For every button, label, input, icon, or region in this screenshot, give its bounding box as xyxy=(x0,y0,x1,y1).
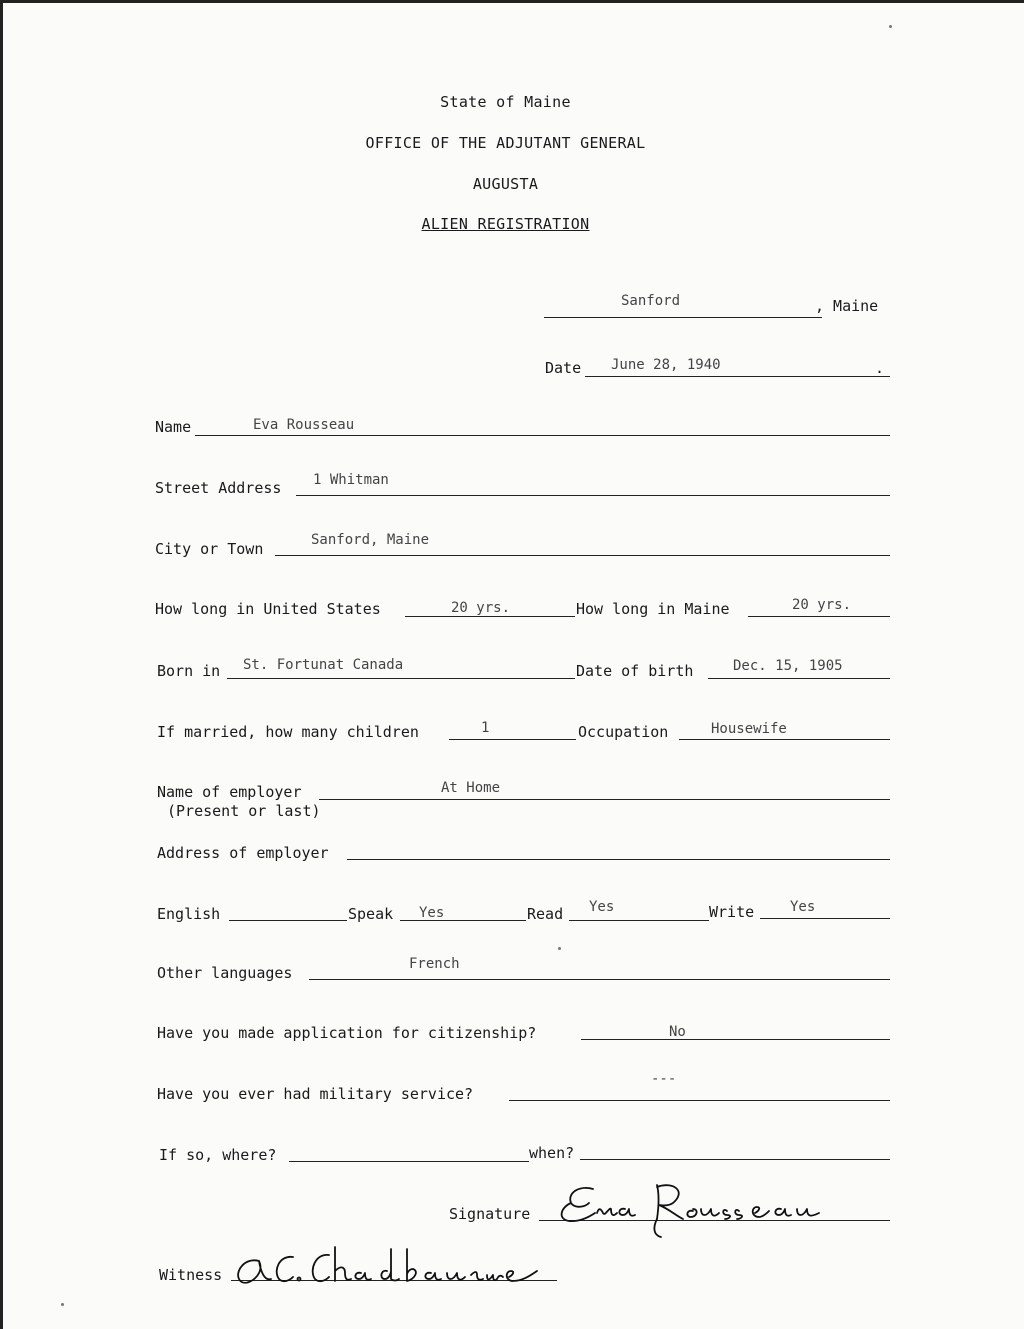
english-line xyxy=(229,920,347,921)
other-languages-label: Other languages xyxy=(157,964,293,982)
place-line xyxy=(544,317,822,318)
office-heading: OFFICE OF THE ADJUTANT GENERAL xyxy=(365,134,646,152)
other-languages-value: French xyxy=(409,956,460,972)
english-label: English xyxy=(157,905,221,923)
write-label: Write xyxy=(709,903,755,921)
employer-address-line xyxy=(347,859,890,860)
children-value: 1 xyxy=(481,720,490,736)
employer-sub-label: (Present or last) xyxy=(167,802,321,820)
in-maine-line xyxy=(748,616,890,617)
born-line xyxy=(227,678,575,679)
where-line xyxy=(289,1161,529,1162)
signature-label: Signature xyxy=(449,1205,531,1223)
place-suffix: , Maine xyxy=(815,297,879,315)
occupation-value: Housewife xyxy=(711,721,787,737)
write-value: Yes xyxy=(790,899,816,915)
name-label: Name xyxy=(155,418,192,436)
citizenship-value: No xyxy=(669,1024,686,1040)
military-value: --- xyxy=(651,1071,677,1087)
date-line xyxy=(585,376,890,377)
write-line xyxy=(760,918,890,919)
witness-handwriting xyxy=(231,1241,571,1301)
employer-address-label: Address of employer xyxy=(157,844,329,862)
employer-line xyxy=(319,799,890,800)
form-title: ALIEN REGISTRATION xyxy=(421,215,590,233)
born-label: Born in xyxy=(157,662,221,680)
speak-value: Yes xyxy=(419,905,445,921)
read-value: Yes xyxy=(589,899,615,915)
children-label: If married, how many children xyxy=(157,723,419,741)
state-heading: State of Maine xyxy=(440,93,571,111)
employer-value: At Home xyxy=(441,780,501,796)
occupation-line xyxy=(679,739,890,740)
citizenship-line xyxy=(581,1039,890,1040)
children-line xyxy=(449,739,576,740)
military-label: Have you ever had military service? xyxy=(157,1085,474,1103)
city-value: Sanford, Maine xyxy=(311,532,430,548)
street-value: 1 Whitman xyxy=(313,472,389,488)
place-value: Sanford xyxy=(621,293,681,309)
in-us-value: 20 yrs. xyxy=(451,600,511,616)
name-value: Eva Rousseau xyxy=(253,417,355,433)
street-line xyxy=(296,495,890,496)
city-line xyxy=(275,555,890,556)
date-label: Date xyxy=(545,359,582,377)
when-line xyxy=(580,1159,890,1160)
in-maine-value: 20 yrs. xyxy=(792,597,852,613)
city-label: City or Town xyxy=(155,540,264,558)
signature-handwriting xyxy=(549,1175,839,1245)
in-maine-label: How long in Maine xyxy=(576,600,730,618)
read-line xyxy=(569,920,709,921)
street-label: Street Address xyxy=(155,479,282,497)
citizenship-label: Have you made application for citizenship? xyxy=(157,1024,537,1042)
occupation-label: Occupation xyxy=(578,723,669,741)
born-value: St. Fortunat Canada xyxy=(243,657,404,673)
scan-speck xyxy=(558,947,561,950)
military-line xyxy=(509,1100,890,1101)
dob-value: Dec. 15, 1905 xyxy=(733,658,843,674)
witness-label: Witness xyxy=(159,1266,223,1284)
city-heading: AUGUSTA xyxy=(472,175,539,193)
scan-speck xyxy=(61,1303,64,1306)
date-value: June 28, 1940 xyxy=(611,357,721,373)
dob-line xyxy=(708,678,890,679)
scan-speck xyxy=(889,25,892,28)
speak-label: Speak xyxy=(348,905,394,923)
in-us-label: How long in United States xyxy=(155,600,381,618)
dob-label: Date of birth xyxy=(576,662,694,680)
in-us-line xyxy=(405,616,575,617)
when-label: when? xyxy=(529,1144,575,1162)
employer-label: Name of employer xyxy=(157,783,302,801)
read-label: Read xyxy=(527,905,564,923)
where-label: If so, where? xyxy=(159,1146,277,1164)
name-line xyxy=(195,435,890,436)
date-end: . xyxy=(875,359,885,377)
other-languages-line xyxy=(309,979,890,980)
